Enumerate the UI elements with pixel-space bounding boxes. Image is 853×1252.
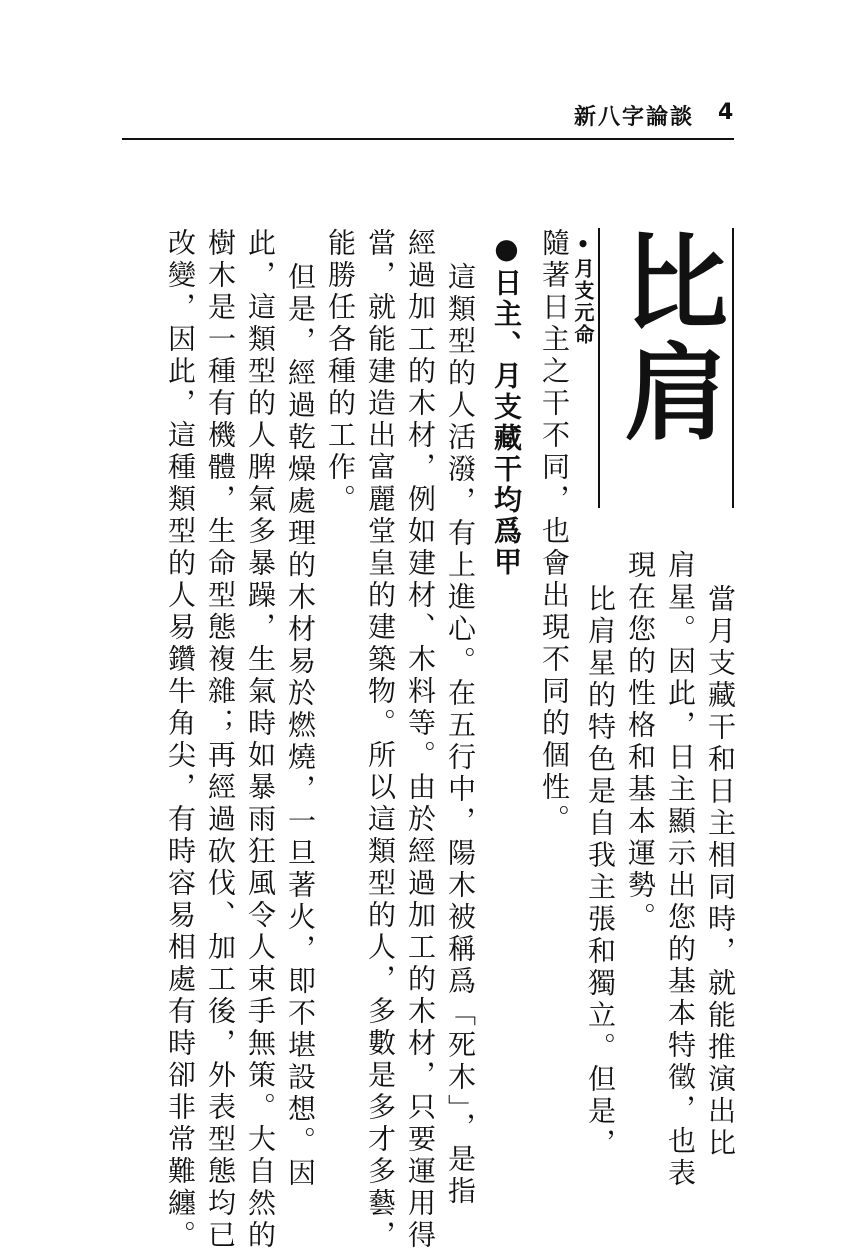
header-rule bbox=[122, 138, 734, 140]
body-column-4: 能勝任各種的工作。 bbox=[324, 228, 357, 516]
body-column-1: 這類型的人活潑，有上進心。在五行中，陽木被稱爲「死木」，是指 bbox=[444, 262, 477, 1208]
intro-column-5: 隨著日主之干不同，也會出現不同的個性。 bbox=[538, 228, 571, 836]
book-title: 新八字論談 bbox=[574, 105, 695, 130]
body-column-8: 改變，因此，這種類型的人易鑽牛角尖，有時容易相處有時卻非常難纏。 bbox=[164, 228, 197, 1252]
body-column-5: 但是，經過乾燥處理的木材易於燃燒，一旦著火，即不堪設想。因 bbox=[284, 262, 317, 1190]
intro-column-3: 現在您的性格和基本運勢。 bbox=[624, 550, 657, 934]
subheading: ●日主、月支藏干均爲甲 bbox=[490, 232, 523, 578]
section-tag: •月支元命 bbox=[571, 232, 595, 346]
body-column-2: 經過加工的木材，例如建材、木料等。由於經過加工的木材，只要運用得 bbox=[404, 228, 437, 1252]
title-divider-right bbox=[732, 228, 734, 508]
page-header bbox=[0, 0, 853, 140]
body-column-3: 當，就能建造出富麗堂皇的建築物。所以這類型的人，多數是多才多藝， bbox=[364, 228, 397, 1252]
title-divider-left bbox=[598, 228, 600, 508]
intro-column-1: 當月支藏干和日主相同時，就能推演出比 bbox=[704, 584, 737, 1160]
intro-column-2: 肩星。因此，日主顯示出您的基本特徵，也表 bbox=[664, 550, 697, 1190]
section-title: 比肩 bbox=[606, 228, 728, 448]
intro-column-4: 比肩星的特色是自我主張和獨立。但是， bbox=[584, 584, 617, 1160]
body-column-6: 此，這類型的人脾氣多暴躁，生氣時如暴雨狂風令人束手無策。大自然的 bbox=[244, 228, 277, 1252]
body-column-7: 樹木是一種有機體，生命型態複雜；再經過砍伐、加工後，外表型態均已 bbox=[204, 228, 237, 1252]
page-number: 4 bbox=[718, 100, 734, 125]
